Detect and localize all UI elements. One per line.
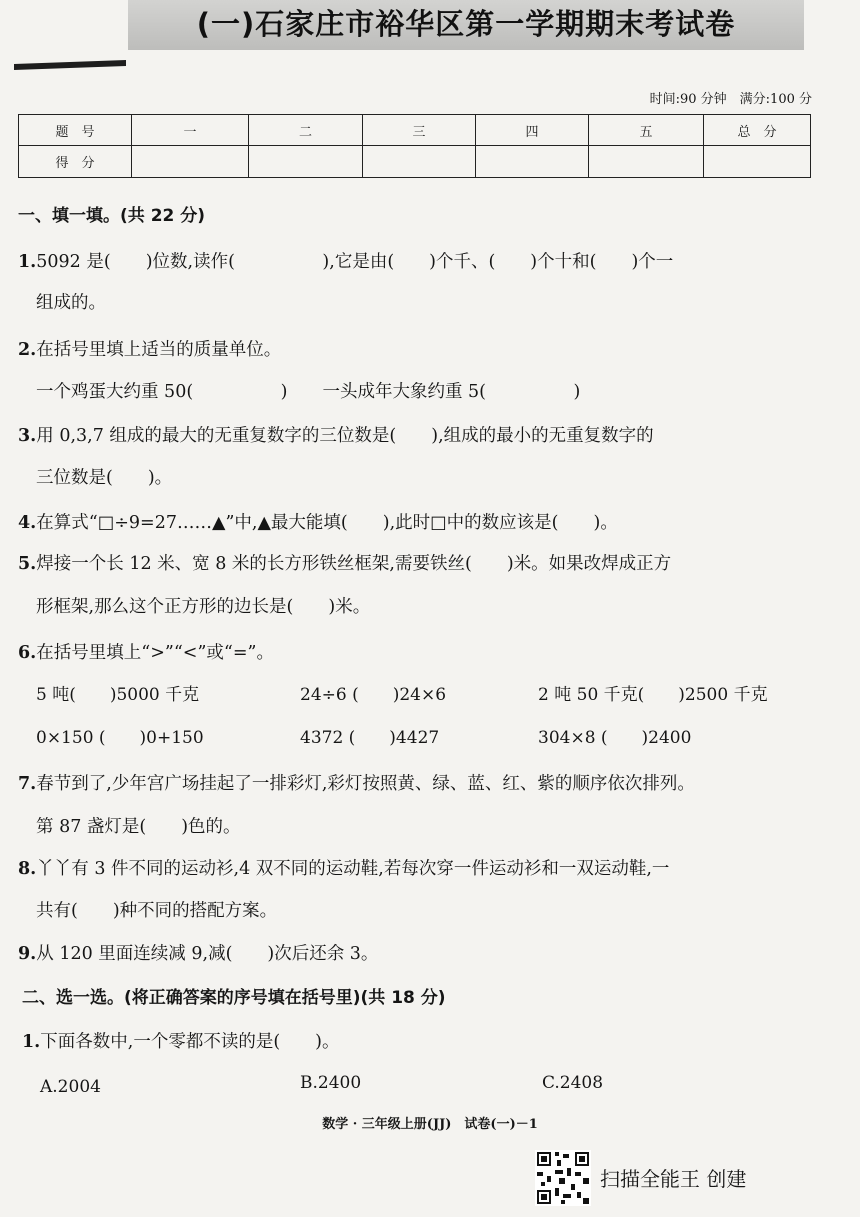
table-row [19, 115, 811, 146]
exam-meta: 时间:90 分钟 满分:100 分 [649, 92, 812, 107]
question [22, 1031, 340, 1053]
question-number: 2. [18, 340, 37, 360]
table-cell: 一 [132, 115, 249, 146]
question-text: 用 0,3,7 组成的最大的无重复数字的三位数是( ),组成的最小的无重复数字的 [36, 426, 654, 446]
score-cell[interactable] [363, 146, 476, 178]
question [18, 943, 378, 965]
question-number: 5. [18, 554, 37, 574]
table-cell: 三 [363, 115, 476, 146]
compare-item: 5 吨( )5000 千克 [36, 685, 200, 705]
question-text: 丫丫有 3 件不同的运动衫,4 双不同的运动鞋,若每次穿一件运动衫和一双运动鞋,一 [36, 859, 670, 879]
question-text: 第 87 盏灯是( )色的。 [36, 817, 241, 837]
table-cell: 二 [249, 115, 363, 146]
question [18, 425, 654, 447]
question-text: 在括号里填上适当的质量单位。 [36, 340, 282, 360]
question [18, 512, 618, 534]
corner-mark [14, 60, 126, 70]
table-cell: 题 号 [19, 115, 132, 146]
compare-item: 24÷6 ( )24×6 [300, 685, 447, 705]
question [18, 251, 673, 273]
section-heading: 二、选一选。(将正确答案的序号填在括号里)(共 18 分) [22, 988, 446, 1008]
score-cell[interactable] [476, 146, 589, 178]
question-text: 从 120 里面连续减 9,减( )次后还余 3。 [36, 944, 379, 964]
question-text: 共有( )种不同的搭配方案。 [36, 901, 278, 921]
question-number: 8. [18, 859, 37, 879]
compare-item: 2 吨 50 千克( )2500 千克 [538, 685, 768, 705]
question-text: 在括号里填上“>”“<”或“=”。 [36, 643, 274, 663]
question-number: 1. [22, 1032, 41, 1052]
question-number: 1. [18, 252, 37, 272]
choice-option: B.2400 [300, 1073, 362, 1093]
score-table [18, 114, 811, 178]
question-text: 下面各数中,一个零都不读的是( )。 [40, 1032, 340, 1052]
scanner-watermark: 扫描全能王 创建 [600, 1167, 747, 1191]
question-text: 焊接一个长 12 米、宽 8 米的长方形铁丝框架,需要铁丝( )米。如果改焊成正方 [36, 554, 672, 574]
question-number: 9. [18, 944, 37, 964]
question [18, 642, 274, 664]
qr-code-icon [535, 1150, 591, 1206]
score-cell[interactable] [132, 146, 249, 178]
question-number: 6. [18, 643, 37, 663]
question [18, 858, 669, 880]
question-text: 5092 是( )位数,读作( ),它是由( )个千、( )个十和( )个一 [36, 252, 674, 272]
question-text: 三位数是( )。 [36, 468, 173, 488]
question [18, 773, 695, 795]
question-text: 一个鸡蛋大约重 50( ) 一头成年大象约重 5( ) [36, 382, 581, 402]
question-number: 4. [18, 513, 37, 533]
score-cell[interactable] [589, 146, 704, 178]
question-text: 形框架,那么这个正方形的边长是( )米。 [36, 597, 371, 617]
compare-item: 4372 ( )4427 [300, 728, 440, 748]
score-cell[interactable] [249, 146, 363, 178]
question-number: 3. [18, 426, 37, 446]
table-cell: 五 [589, 115, 704, 146]
compare-item: 0×150 ( )0+150 [36, 728, 204, 748]
compare-item: 304×8 ( )2400 [538, 728, 692, 748]
question-text: 组成的。 [36, 293, 106, 313]
page-title: (一)石家庄市裕华区第一学期期末考试卷 [196, 7, 736, 41]
question [18, 339, 281, 361]
question-text: 在算式“□÷9=27……▲”中,▲最大能填( ),此时□中的数应该是( )。 [36, 513, 618, 533]
question-number: 7. [18, 774, 37, 794]
choice-option: C.2408 [542, 1073, 604, 1093]
table-cell: 四 [476, 115, 589, 146]
page-footer: 数学 · 三年级上册(JJ) 试卷(一)－1 [322, 1117, 538, 1132]
section-heading: 一、填一填。(共 22 分) [18, 206, 206, 226]
table-cell: 总 分 [704, 115, 811, 146]
choice-option: A.2004 [40, 1077, 101, 1097]
table-row [19, 146, 811, 178]
question-text: 春节到了,少年宫广场挂起了一排彩灯,彩灯按照黄、绿、蓝、红、紫的顺序依次排列。 [36, 774, 695, 794]
score-cell[interactable] [704, 146, 811, 178]
table-cell: 得 分 [19, 146, 132, 178]
question [18, 553, 671, 575]
